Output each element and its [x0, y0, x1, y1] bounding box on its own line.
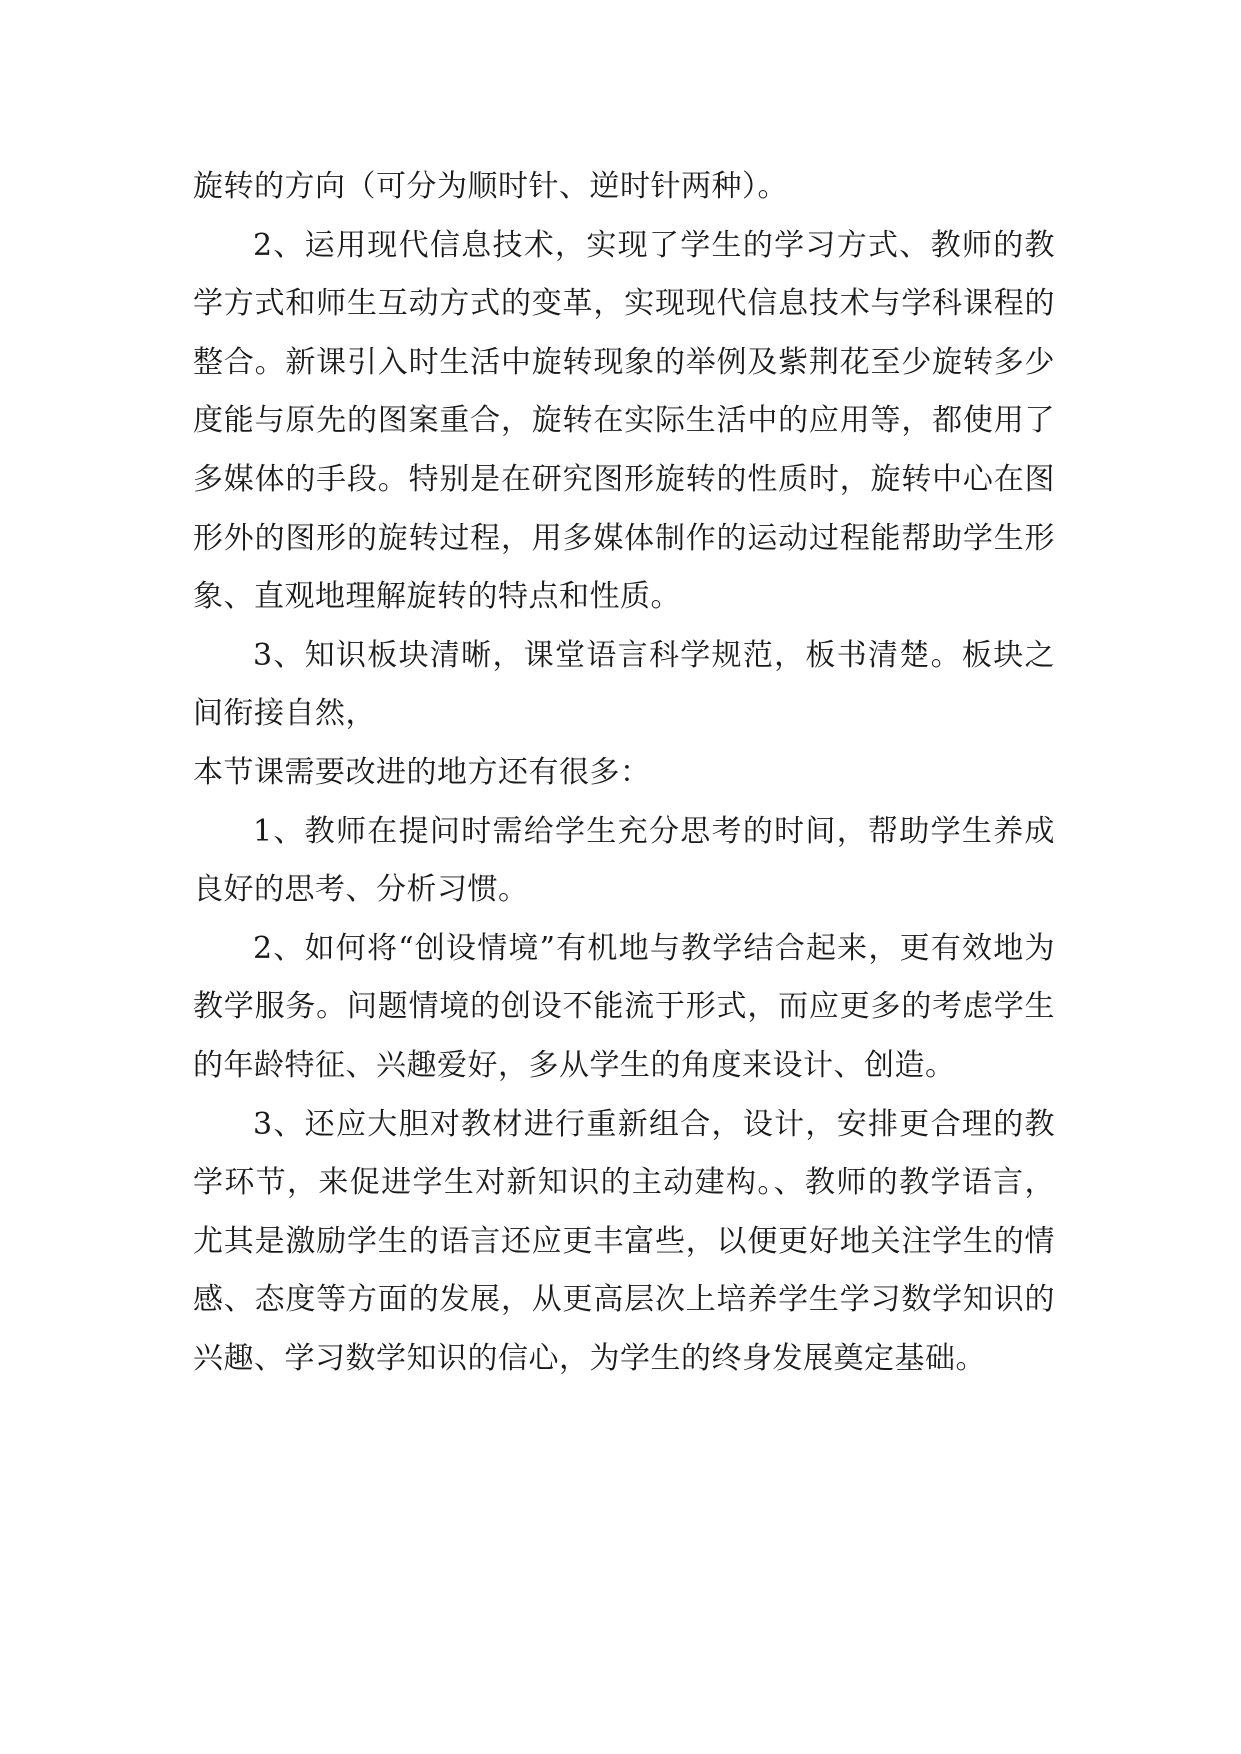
- paragraph-improvements-heading: 本节课需要改进的地方还有很多：: [193, 754, 651, 790]
- paragraph-rotation-direction: 旋转的方向（可分为顺时针、逆时针两种）。: [193, 169, 788, 204]
- paragraph-improvement-1: 1、教师在提问时需给学生充分思考的时间，帮助学生养成良好的思考、分析习惯。: [193, 813, 1055, 908]
- paragraph-point-3-knowledge: 3、知识板块清晰，课堂语言科学规范，板书清楚。板块之间衔接自然，: [193, 637, 1055, 732]
- paragraph-improvement-3: 3、还应大胆对教材进行重新组合，设计，安排更合理的教学环节，来促进学生对新知识的主动建构。、教师的教学语言，尤其是激励学生的语言还应更丰富些，以便更好地关注学生的情感、态度等方面的发展，从更高层次上培养学生学习数学知识的兴趣、学习数学知识的信心，为学生的终身发展奠定基础。: [193, 1106, 1055, 1376]
- paragraph-point-2-technology: 2、运用现代信息技术，实现了学生的学习方式、教师的教学方式和师生互动方式的变革，实现现代信息技术与学科课程的整合。新课引入时生活中旋转现象的举例及紫荆花至少旋转多少度能与原先的图案重合，旋转在实际生活中的应用等，都使用了多媒体的手段。特别是在研究图形旋转的性质时，旋转中心在图形外的图形的旋转过程，用多媒体制作的运动过程能帮助学生形象、直观地理解旋转的特点和性质。: [193, 227, 1055, 615]
- document-body: [193, 158, 1055, 1388]
- paragraph-improvement-2: 2、如何将“创设情境”有机地与教学结合起来，更有效地为教学服务。问题情境的创设不能流于形式，而应更多的考虑学生的年龄特征、兴趣爱好，多从学生的角度来设计、创造。: [193, 930, 1055, 1083]
